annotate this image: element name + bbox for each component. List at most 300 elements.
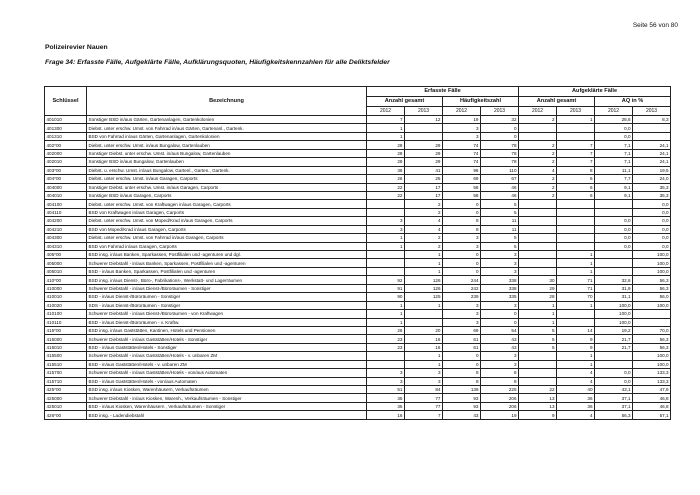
cell-solved-2013: 1 <box>557 352 595 360</box>
cell-key: 426*00 <box>45 411 87 419</box>
cell-description: Diebst. unter erschw. Umst. von Fahrrad in/aus Gärten, Gartenanl., Gartenk. <box>87 124 367 132</box>
cell-rate-2013: 100,0 <box>633 267 671 275</box>
cell-description: BSD - in/aus Gaststätten/Hotels - von/aus Automaten <box>87 377 367 385</box>
table-row <box>45 149 671 157</box>
cell-key: 415510 <box>45 360 87 368</box>
cell-solved-2013: 8 <box>557 166 595 174</box>
cell-description: Diebst. unter erschw. Umst. von Kraftwagen in/aus Garagen, Carports <box>87 200 367 208</box>
cell-description: BSD - in/aus Dienst-/Büroräumen - Sonstiger <box>87 293 367 301</box>
cell-rate-2012: 9,1 <box>595 191 633 199</box>
cell-rate-2013: 46,8 <box>633 402 671 410</box>
cell-solved-2013 <box>557 124 595 132</box>
cell-key: 402000 <box>45 149 87 157</box>
cell-recorded-2013: 1 <box>405 360 443 368</box>
cell-rate-2012: 37,1 <box>595 402 633 410</box>
cell-solved-2013: 7 <box>557 141 595 149</box>
table-row <box>45 191 671 199</box>
cell-rate-2013: 19,5 <box>633 166 671 174</box>
page-number: Seite 56 von 80 <box>632 22 678 29</box>
cell-key: 410110 <box>45 318 87 326</box>
cell-solved-2013: 1 <box>557 116 595 124</box>
cell-rate-2013 <box>633 124 671 132</box>
cell-description: BSD insg. in/aus Dienst-, Büro-, Fabrikations-, Werkstatt- und Lagerräumen <box>87 276 367 284</box>
cell-recorded-2012: 7 <box>367 116 405 124</box>
cell-solved-2012: 29 <box>519 284 557 292</box>
cell-rate-2013: 35,3 <box>633 191 671 199</box>
cell-key: 410*00 <box>45 276 87 284</box>
cell-frequency-2012: 242 <box>443 284 481 292</box>
subheader-clearance-rate: AQ in % <box>595 97 671 107</box>
cell-key: 415010 <box>45 343 87 351</box>
cell-rate-2013: 47,6 <box>633 386 671 394</box>
cell-rate-2013: 35,3 <box>633 183 671 191</box>
cell-rate-2013 <box>633 310 671 318</box>
cell-recorded-2012: 51 <box>367 386 405 394</box>
cell-rate-2012: 0,0 <box>595 369 633 377</box>
table-row <box>45 183 671 191</box>
cell-frequency-2013: 225 <box>481 386 519 394</box>
cell-rate-2013: 100,0 <box>633 352 671 360</box>
cell-rate-2012: 56,3 <box>595 411 633 419</box>
table-row <box>45 158 671 166</box>
cell-recorded-2012: 3 <box>367 225 405 233</box>
cell-frequency-2012: 58 <box>443 191 481 199</box>
cell-recorded-2013: 126 <box>405 276 443 284</box>
cell-recorded-2012 <box>367 200 405 208</box>
cell-solved-2012: 30 <box>519 276 557 284</box>
cell-solved-2013: 70 <box>557 293 595 301</box>
cell-description: Schwerer Diebstahl - in/aus Gaststätten/Hotels - von/aus Automaten <box>87 369 367 377</box>
cell-description: BSD von Fahrrad in/aus Garagen, Carports <box>87 242 367 250</box>
cell-frequency-2012: 3 <box>443 242 481 250</box>
column-header-description: Bezeichnung <box>87 87 367 116</box>
cell-key: 405000 <box>45 259 87 267</box>
cell-description: Diebst. unter erschw. Umst. von Fahrrad in/aus Garagen, Carports <box>87 234 367 242</box>
cell-key: 405010 <box>45 267 87 275</box>
cell-frequency-2013: 110 <box>481 166 519 174</box>
cell-frequency-2012: 93 <box>443 394 481 402</box>
cell-description: BSD von Kraftwagen in/aus Garagen, Carports <box>87 208 367 216</box>
cell-description: BSD insg. - Ladendiebstahl <box>87 411 367 419</box>
group-header-solved: Aufgeklärte Fälle <box>519 87 671 97</box>
cell-frequency-2012: 61 <box>443 343 481 351</box>
cell-rate-2013: 133,3 <box>633 369 671 377</box>
cell-solved-2013: 4 <box>557 369 595 377</box>
cell-rate-2012: 0,0 <box>595 377 633 385</box>
cell-rate-2013: 0,0 <box>633 242 671 250</box>
year-header: 2012 <box>367 107 405 116</box>
cell-rate-2013: 56,3 <box>633 284 671 292</box>
cell-solved-2013: 14 <box>557 326 595 334</box>
cell-solved-2012 <box>519 217 557 225</box>
cell-frequency-2013: 54 <box>481 326 519 334</box>
cell-key: 402*00 <box>45 141 87 149</box>
cell-rate-2012: 37,1 <box>595 394 633 402</box>
cell-description: Diebst. unter erschw. Umst. von Moped/Krad in/aus Garagen, Carports <box>87 217 367 225</box>
cell-solved-2013: 71 <box>557 276 595 284</box>
cell-rate-2012: 21,7 <box>595 335 633 343</box>
cell-description: BSD insg. in/aus Gaststätten, Kantinen, Hotels und Pensionen <box>87 326 367 334</box>
cell-recorded-2013: 77 <box>405 394 443 402</box>
cell-description: BSD von Fahrrad in/aus Gärten, Gartenanlagen, Gartenkolonien <box>87 132 367 140</box>
cell-recorded-2012: 22 <box>367 191 405 199</box>
cell-recorded-2012: 23 <box>367 335 405 343</box>
organization-title: Polizeirevier Nauen <box>45 44 108 51</box>
cell-frequency-2012: 8 <box>443 225 481 233</box>
cell-recorded-2012: 1 <box>367 132 405 140</box>
table-row <box>45 310 671 318</box>
cell-recorded-2012: 28 <box>367 141 405 149</box>
cell-frequency-2013: 338 <box>481 276 519 284</box>
cell-rate-2012: 9,1 <box>595 183 633 191</box>
cell-frequency-2013: 3 <box>481 259 519 267</box>
table-row <box>45 343 671 351</box>
cell-solved-2012: 9 <box>519 411 557 419</box>
cell-recorded-2013: 25 <box>405 175 443 183</box>
subheader-count-total: Anzahl gesamt <box>367 97 443 107</box>
cell-solved-2013 <box>557 200 595 208</box>
cell-description: SDS - in/aus Dienst-/Büroräumen - Sonstiger <box>87 301 367 309</box>
cell-description: Schwerer Diebstahl - in/aus Banken, Sparkassen, Postfilialen und -agenturen <box>87 259 367 267</box>
column-header-key: Schlüssel <box>45 87 87 116</box>
cell-rate-2013: 24,1 <box>633 141 671 149</box>
cell-solved-2012 <box>519 234 557 242</box>
cell-key: 404300 <box>45 234 87 242</box>
cell-frequency-2012: 61 <box>443 335 481 343</box>
cell-frequency-2013: 0 <box>481 310 519 318</box>
cell-frequency-2012: 74 <box>443 141 481 149</box>
cell-recorded-2013: 77 <box>405 402 443 410</box>
cell-frequency-2013: 78 <box>481 141 519 149</box>
table-row <box>45 225 671 233</box>
cell-solved-2013: 6 <box>557 183 595 191</box>
cell-recorded-2013: 17 <box>405 183 443 191</box>
cell-recorded-2013: 126 <box>405 284 443 292</box>
cell-frequency-2012: 0 <box>443 251 481 259</box>
table-row <box>45 124 671 132</box>
cell-solved-2012: 2 <box>519 175 557 183</box>
cell-key: 401010 <box>45 116 87 124</box>
cell-key: 401310 <box>45 132 87 140</box>
cell-rate-2012: 0,0 <box>595 124 633 132</box>
cell-rate-2013: 70,0 <box>633 326 671 334</box>
cell-description: BSD - in/aus Dienst-/Büroräumen - v. Kraftw. <box>87 318 367 326</box>
cell-key: 415700 <box>45 369 87 377</box>
cell-description: Diebst. unter erschw. Umst. in/aus Bungalow, Gartenlauben <box>87 141 367 149</box>
cell-rate-2012: 100,0 <box>595 318 633 326</box>
cell-description: Diebst. unter erschw. Umst. in/aus Garagen, Carports <box>87 175 367 183</box>
cell-rate-2012: 0,0 <box>595 225 633 233</box>
cell-recorded-2013: 1 <box>405 301 443 309</box>
cell-rate-2013: 24,1 <box>633 149 671 157</box>
cell-rate-2013: 100,0 <box>633 259 671 267</box>
cell-solved-2013: 6 <box>557 175 595 183</box>
cell-recorded-2013: 20 <box>405 326 443 334</box>
cell-recorded-2013: 4 <box>405 225 443 233</box>
cell-rate-2012: 19,2 <box>595 326 633 334</box>
cell-recorded-2012: 3 <box>367 217 405 225</box>
cell-key: 404310 <box>45 242 87 250</box>
cell-solved-2013: 36 <box>557 402 595 410</box>
cell-recorded-2013: 4 <box>405 217 443 225</box>
cell-rate-2012: 31,1 <box>595 293 633 301</box>
table-row <box>45 251 671 259</box>
cell-frequency-2012: 58 <box>443 183 481 191</box>
cell-recorded-2013: 84 <box>405 386 443 394</box>
cell-frequency-2012: 3 <box>443 318 481 326</box>
cell-recorded-2013: 41 <box>405 166 443 174</box>
cell-solved-2012: 13 <box>519 394 557 402</box>
table-row <box>45 166 671 174</box>
cell-recorded-2012: 92 <box>367 276 405 284</box>
cell-recorded-2012: 28 <box>367 158 405 166</box>
cell-rate-2013: 0,0 <box>633 208 671 216</box>
cell-recorded-2012: 1 <box>367 301 405 309</box>
cell-recorded-2012: 26 <box>367 175 405 183</box>
cell-solved-2013: 1 <box>557 360 595 368</box>
cell-frequency-2012: 0 <box>443 360 481 368</box>
cell-frequency-2013: 32 <box>481 116 519 124</box>
cell-frequency-2012: 3 <box>443 301 481 309</box>
cell-recorded-2013: 29 <box>405 141 443 149</box>
cell-solved-2013 <box>557 132 595 140</box>
cell-solved-2013 <box>557 310 595 318</box>
cell-solved-2013 <box>557 208 595 216</box>
table-row <box>45 394 671 402</box>
cell-recorded-2013: 29 <box>405 149 443 157</box>
cell-key: 415*00 <box>45 326 87 334</box>
cell-rate-2013: 56,3 <box>633 343 671 351</box>
cell-recorded-2012 <box>367 267 405 275</box>
cell-rate-2013: 56,3 <box>633 335 671 343</box>
cell-key: 404110 <box>45 208 87 216</box>
cell-rate-2013: 0,0 <box>633 225 671 233</box>
cell-rate-2012: 100,0 <box>595 301 633 309</box>
cell-frequency-2012: 0 <box>443 200 481 208</box>
table-row <box>45 259 671 267</box>
cell-frequency-2013: 3 <box>481 360 519 368</box>
table-row <box>45 276 671 284</box>
cell-description: BSD - in/aus Kiosken, Warenhäusern , Verkaufsräumen - Sonstiger <box>87 402 367 410</box>
cell-rate-2012: 7,7 <box>595 175 633 183</box>
year-header: 2012 <box>519 107 557 116</box>
year-header: 2013 <box>633 107 671 116</box>
cell-key: 410100 <box>45 310 87 318</box>
cell-frequency-2013: 335 <box>481 293 519 301</box>
cell-solved-2012: 13 <box>519 402 557 410</box>
table-row <box>45 175 671 183</box>
cell-rate-2013: 133,3 <box>633 377 671 385</box>
cell-solved-2012: 1 <box>519 318 557 326</box>
cell-description: Schwerer Diebstahl - in/aus Gaststätten/Hotels - Sonstiger <box>87 335 367 343</box>
cell-recorded-2013 <box>405 124 443 132</box>
cell-recorded-2013: 1 <box>405 251 443 259</box>
cell-recorded-2012 <box>367 360 405 368</box>
cell-rate-2013: 57,1 <box>633 411 671 419</box>
cell-recorded-2013: 2 <box>405 234 443 242</box>
cell-rate-2012 <box>595 259 633 267</box>
cell-rate-2012 <box>595 208 633 216</box>
cell-solved-2013: 1 <box>557 259 595 267</box>
cell-description: Sonstiger Diebst. unter erschw. Umst. in/aus Garagen, Carports <box>87 183 367 191</box>
cell-recorded-2012: 3 <box>367 377 405 385</box>
cell-recorded-2013: 3 <box>405 377 443 385</box>
cell-solved-2013: 9 <box>557 343 595 351</box>
cell-frequency-2013: 0 <box>481 124 519 132</box>
cell-frequency-2013: 5 <box>481 242 519 250</box>
cell-recorded-2012: 22 <box>367 183 405 191</box>
cell-key: 425000 <box>45 394 87 402</box>
cell-solved-2012: 1 <box>519 310 557 318</box>
cell-solved-2012: 2 <box>519 116 557 124</box>
cell-recorded-2012: 28 <box>367 149 405 157</box>
table-row <box>45 386 671 394</box>
cell-frequency-2013: 67 <box>481 175 519 183</box>
cell-description: Schwerer Diebstahl - in/aus Dienst-/Büroräumen - von Kraftwagen <box>87 310 367 318</box>
cell-solved-2012 <box>519 124 557 132</box>
cell-solved-2013: 7 <box>557 149 595 157</box>
cell-solved-2013 <box>557 225 595 233</box>
cell-frequency-2012: 96 <box>443 166 481 174</box>
cell-rate-2012: 100,0 <box>595 310 633 318</box>
cell-key: 410000 <box>45 284 87 292</box>
cell-rate-2012: 0,0 <box>595 217 633 225</box>
cell-solved-2012: 5 <box>519 343 557 351</box>
cell-rate-2013: 0,0 <box>633 200 671 208</box>
cell-recorded-2013: 125 <box>405 293 443 301</box>
cell-solved-2012 <box>519 251 557 259</box>
cell-rate-2012: 7,1 <box>595 141 633 149</box>
cell-recorded-2012: 91 <box>367 284 405 292</box>
cell-solved-2013: 4 <box>557 377 595 385</box>
cell-recorded-2013: 16 <box>405 343 443 351</box>
table-row <box>45 335 671 343</box>
cell-frequency-2013: 78 <box>481 158 519 166</box>
table-row <box>45 141 671 149</box>
table-row <box>45 284 671 292</box>
cell-recorded-2013 <box>405 318 443 326</box>
cell-recorded-2013: 3 <box>405 369 443 377</box>
cell-recorded-2013: 7 <box>405 411 443 419</box>
year-header: 2013 <box>405 107 443 116</box>
cell-recorded-2012: 35 <box>367 394 405 402</box>
cell-frequency-2012: 0 <box>443 259 481 267</box>
table-row <box>45 360 671 368</box>
cell-frequency-2012: 74 <box>443 158 481 166</box>
cell-recorded-2012: 26 <box>367 326 405 334</box>
cell-key: 404100 <box>45 200 87 208</box>
cell-frequency-2012: 244 <box>443 276 481 284</box>
cell-rate-2013: 100,0 <box>633 360 671 368</box>
cell-frequency-2013: 11 <box>481 225 519 233</box>
cell-frequency-2012: 0 <box>443 352 481 360</box>
table-row <box>45 326 671 334</box>
cell-frequency-2012: 8 <box>443 369 481 377</box>
cell-description: Schwerer Diebstahl - in/aus Kiosken, Warenh., Verkaufsräumen - Sonstiger <box>87 394 367 402</box>
cell-rate-2012: 7,1 <box>595 158 633 166</box>
cell-solved-2012 <box>519 360 557 368</box>
cell-solved-2012 <box>519 200 557 208</box>
cell-key: 425*00 <box>45 386 87 394</box>
cell-key: 415710 <box>45 377 87 385</box>
cell-recorded-2012: 90 <box>367 293 405 301</box>
cell-frequency-2013: 0 <box>481 318 519 326</box>
cell-frequency-2012: 3 <box>443 124 481 132</box>
cell-rate-2012: 31,9 <box>595 284 633 292</box>
cell-key: 415500 <box>45 352 87 360</box>
cell-frequency-2013: 19 <box>481 411 519 419</box>
cell-frequency-2013: 3 <box>481 251 519 259</box>
cell-rate-2012: 28,6 <box>595 116 633 124</box>
cell-rate-2012 <box>595 200 633 208</box>
cell-rate-2012: 21,7 <box>595 343 633 351</box>
cell-solved-2012 <box>519 352 557 360</box>
table-row <box>45 116 671 124</box>
cell-rate-2013 <box>633 318 671 326</box>
cell-solved-2012 <box>519 242 557 250</box>
cell-frequency-2012: 3 <box>443 234 481 242</box>
cell-solved-2013: 4 <box>557 411 595 419</box>
cell-frequency-2012: 0 <box>443 208 481 216</box>
cell-description: Sonstiger BSD in/aus Garagen, Carports <box>87 191 367 199</box>
cell-frequency-2013: 5 <box>481 234 519 242</box>
cell-recorded-2012 <box>367 259 405 267</box>
cell-key: 403*00 <box>45 166 87 174</box>
cell-solved-2012: 2 <box>519 149 557 157</box>
cell-recorded-2013: 1 <box>405 259 443 267</box>
cell-description: Sonstiger BSD in/aus Bungalow, Gartenlauben <box>87 158 367 166</box>
cell-key: 402010 <box>45 158 87 166</box>
cell-recorded-2012: 1 <box>367 234 405 242</box>
cell-recorded-2013 <box>405 310 443 318</box>
cell-solved-2013 <box>557 242 595 250</box>
cell-recorded-2013: 17 <box>405 191 443 199</box>
cell-frequency-2013: 206 <box>481 402 519 410</box>
cell-key: 405*00 <box>45 251 87 259</box>
cell-frequency-2012: 239 <box>443 293 481 301</box>
cell-frequency-2013: 46 <box>481 191 519 199</box>
cell-frequency-2013: 206 <box>481 394 519 402</box>
cell-recorded-2013 <box>405 132 443 140</box>
cell-rate-2013: 46,8 <box>633 394 671 402</box>
table-row <box>45 352 671 360</box>
table-row <box>45 377 671 385</box>
table-row <box>45 293 671 301</box>
cell-solved-2012 <box>519 377 557 385</box>
cell-description: BSD - in/aus Banken, Sparkassen, Postfilialen und -agenturen <box>87 267 367 275</box>
cell-frequency-2013: 3 <box>481 301 519 309</box>
cell-rate-2013 <box>633 132 671 140</box>
cell-recorded-2012 <box>367 208 405 216</box>
cell-solved-2013: 7 <box>557 158 595 166</box>
cell-solved-2013: 1 <box>557 301 595 309</box>
cell-solved-2012: 28 <box>519 293 557 301</box>
table-row <box>45 208 671 216</box>
cell-solved-2012: 2 <box>519 141 557 149</box>
cell-rate-2013: 100,0 <box>633 251 671 259</box>
cell-solved-2012: 22 <box>519 386 557 394</box>
subheader-count-total-solved: Anzahl gesamt <box>519 97 595 107</box>
cell-solved-2013: 36 <box>557 394 595 402</box>
cell-rate-2012: 0,0 <box>595 132 633 140</box>
table-row <box>45 369 671 377</box>
cell-recorded-2012: 1 <box>367 318 405 326</box>
cell-key: 404000 <box>45 183 87 191</box>
cell-solved-2013: 40 <box>557 386 595 394</box>
cell-frequency-2013: 11 <box>481 217 519 225</box>
table-row <box>45 200 671 208</box>
cell-rate-2013: 24,0 <box>633 175 671 183</box>
